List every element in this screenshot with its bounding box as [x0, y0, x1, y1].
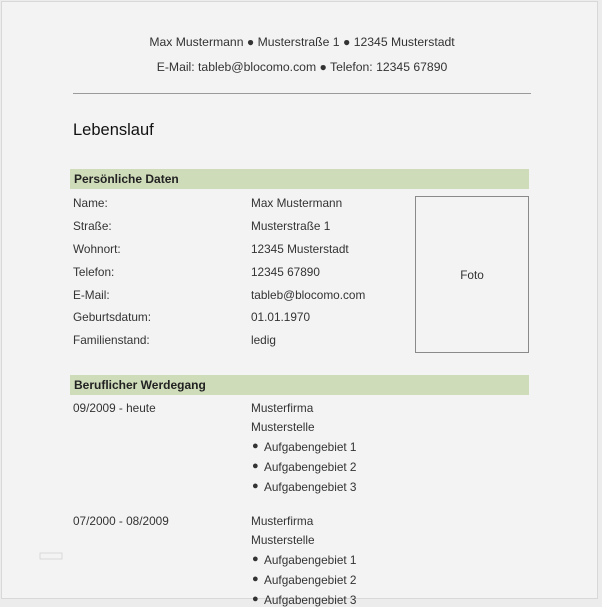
personal-label-phone: Telefon:: [73, 265, 115, 279]
career-position: Musterstelle: [251, 533, 315, 547]
career-task: Aufgabengebiet 1: [264, 553, 357, 567]
personal-label-birthdate: Geburtsdatum:: [73, 310, 152, 324]
cv-page: [1, 1, 598, 607]
bullet-icon: ●: [252, 553, 259, 565]
personal-label-name: Name:: [73, 196, 108, 210]
personal-label-marital: Familienstand:: [73, 333, 150, 347]
personal-label-city: Wohnort:: [73, 242, 121, 256]
personal-label-street: Straße:: [73, 219, 112, 233]
career-task: Aufgabengebiet 2: [264, 460, 357, 474]
career-company: Musterfirma: [251, 514, 314, 528]
career-task: Aufgabengebiet 3: [264, 593, 357, 607]
header-address-line: Max Mustermann ● Musterstraße 1 ● 12345 Musterstadt: [149, 35, 455, 49]
personal-value-street: Musterstraße 1: [251, 219, 331, 233]
career-company: Musterfirma: [251, 401, 314, 415]
personal-value-name: Max Mustermann: [251, 196, 343, 210]
bullet-icon: ●: [252, 460, 259, 472]
watermark-logo-icon: [40, 552, 62, 560]
section-heading-personal: Persönliche Daten: [70, 169, 529, 189]
header-divider: [73, 93, 531, 94]
career-task: Aufgabengebiet 3: [264, 480, 357, 494]
bullet-icon: ●: [252, 480, 259, 492]
bullet-icon: ●: [252, 593, 259, 605]
photo-label: Foto: [460, 267, 484, 282]
personal-value-marital: ledig: [251, 333, 276, 347]
header-contact-line: E-Mail: tableb@blocomo.com ● Telefon: 12345 67890: [156, 60, 448, 74]
bullet-icon: ●: [252, 440, 259, 452]
personal-value-phone: 12345 67890: [251, 265, 320, 279]
career-task: Aufgabengebiet 1: [264, 440, 357, 454]
section-heading-career: Beruflicher Werdegang: [70, 375, 529, 395]
watermark: [40, 552, 62, 562]
career-period: 07/2000 - 08/2009: [73, 514, 169, 528]
page-title: Lebenslauf: [73, 121, 154, 139]
personal-value-city: 12345 Musterstadt: [251, 242, 349, 256]
career-task: Aufgabengebiet 2: [264, 573, 357, 587]
career-period: 09/2009 - heute: [73, 401, 156, 415]
personal-value-birthdate: 01.01.1970: [251, 310, 311, 324]
personal-value-email: tableb@blocomo.com: [251, 288, 366, 302]
personal-label-email: E-Mail:: [73, 288, 110, 302]
career-position: Musterstelle: [251, 420, 315, 434]
photo-placeholder: [415, 196, 529, 353]
bullet-icon: ●: [252, 573, 259, 585]
